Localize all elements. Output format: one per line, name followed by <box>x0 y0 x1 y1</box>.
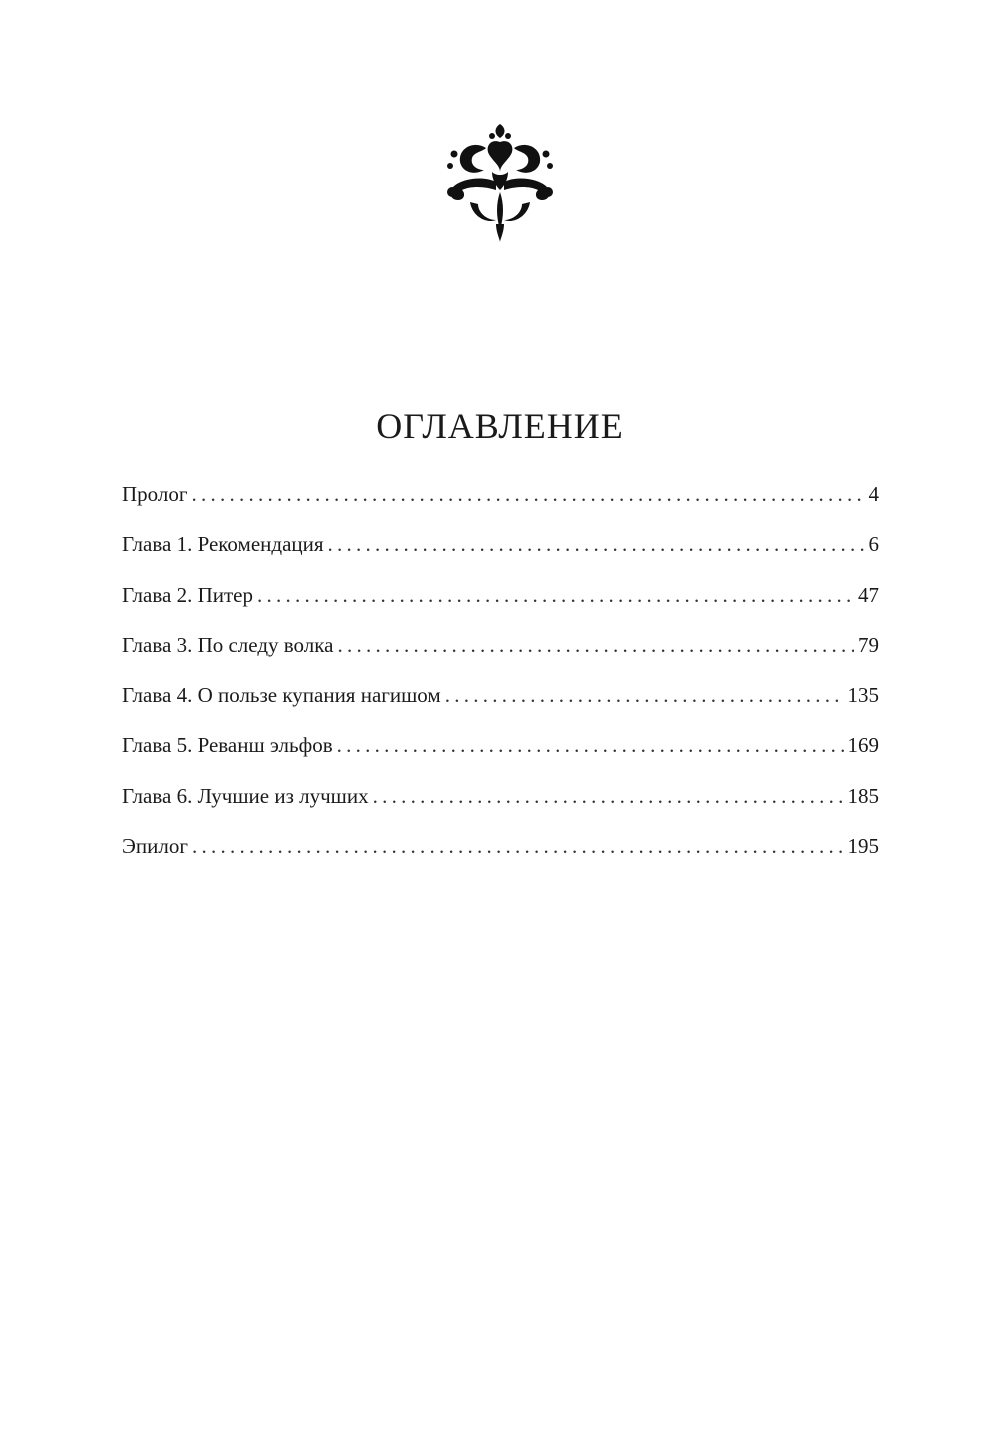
dot-leader <box>328 532 865 557</box>
toc-entry-label: Глава 3. По следу волка <box>122 632 334 657</box>
toc-entry-epilogue[interactable] <box>122 834 879 884</box>
toc-entry-chapter-3[interactable] <box>122 633 879 683</box>
toc-entry-label: Глава 5. Реванш эльфов <box>122 733 333 758</box>
toc-entry-label: Эпилог <box>122 834 188 859</box>
toc-entry-chapter-1[interactable] <box>122 532 879 582</box>
toc-title: ОГЛАВЛЕНИЕ <box>376 406 624 446</box>
toc-entry-page: 195 <box>847 834 879 859</box>
floral-ornament-icon <box>440 120 560 245</box>
toc-entry-page: 79 <box>858 632 879 657</box>
dot-leader <box>445 683 844 708</box>
toc-entry-chapter-5[interactable] <box>122 733 879 783</box>
dot-leader <box>373 784 844 809</box>
dot-leader <box>192 834 844 859</box>
dot-leader <box>337 733 844 758</box>
toc-entry-chapter-2[interactable] <box>122 583 879 633</box>
dot-leader <box>191 482 864 507</box>
toc-entry-label: Пролог <box>122 482 188 506</box>
dot-leader <box>337 633 854 658</box>
toc-entry-prologue[interactable] <box>122 482 879 532</box>
toc-entry-label: Глава 4. О пользе купания нагишом <box>122 683 441 708</box>
toc-entry-page: 135 <box>847 683 879 708</box>
dot-leader <box>257 583 854 608</box>
toc-entry-label: Глава 1. Рекомендация <box>122 532 324 557</box>
toc-entry-page: 169 <box>847 733 879 758</box>
toc-entry-chapter-4[interactable] <box>122 683 879 733</box>
table-of-contents <box>122 482 879 884</box>
toc-entry-label: Глава 2. Питер <box>122 582 253 607</box>
toc-entry-page: 6 <box>868 532 879 557</box>
toc-entry-label: Глава 6. Лучшие из лучших <box>122 783 369 808</box>
toc-entry-page: 185 <box>847 783 879 808</box>
toc-entry-page: 47 <box>858 582 879 607</box>
toc-entry-chapter-6[interactable] <box>122 784 879 834</box>
toc-entry-page: 4 <box>868 482 879 506</box>
